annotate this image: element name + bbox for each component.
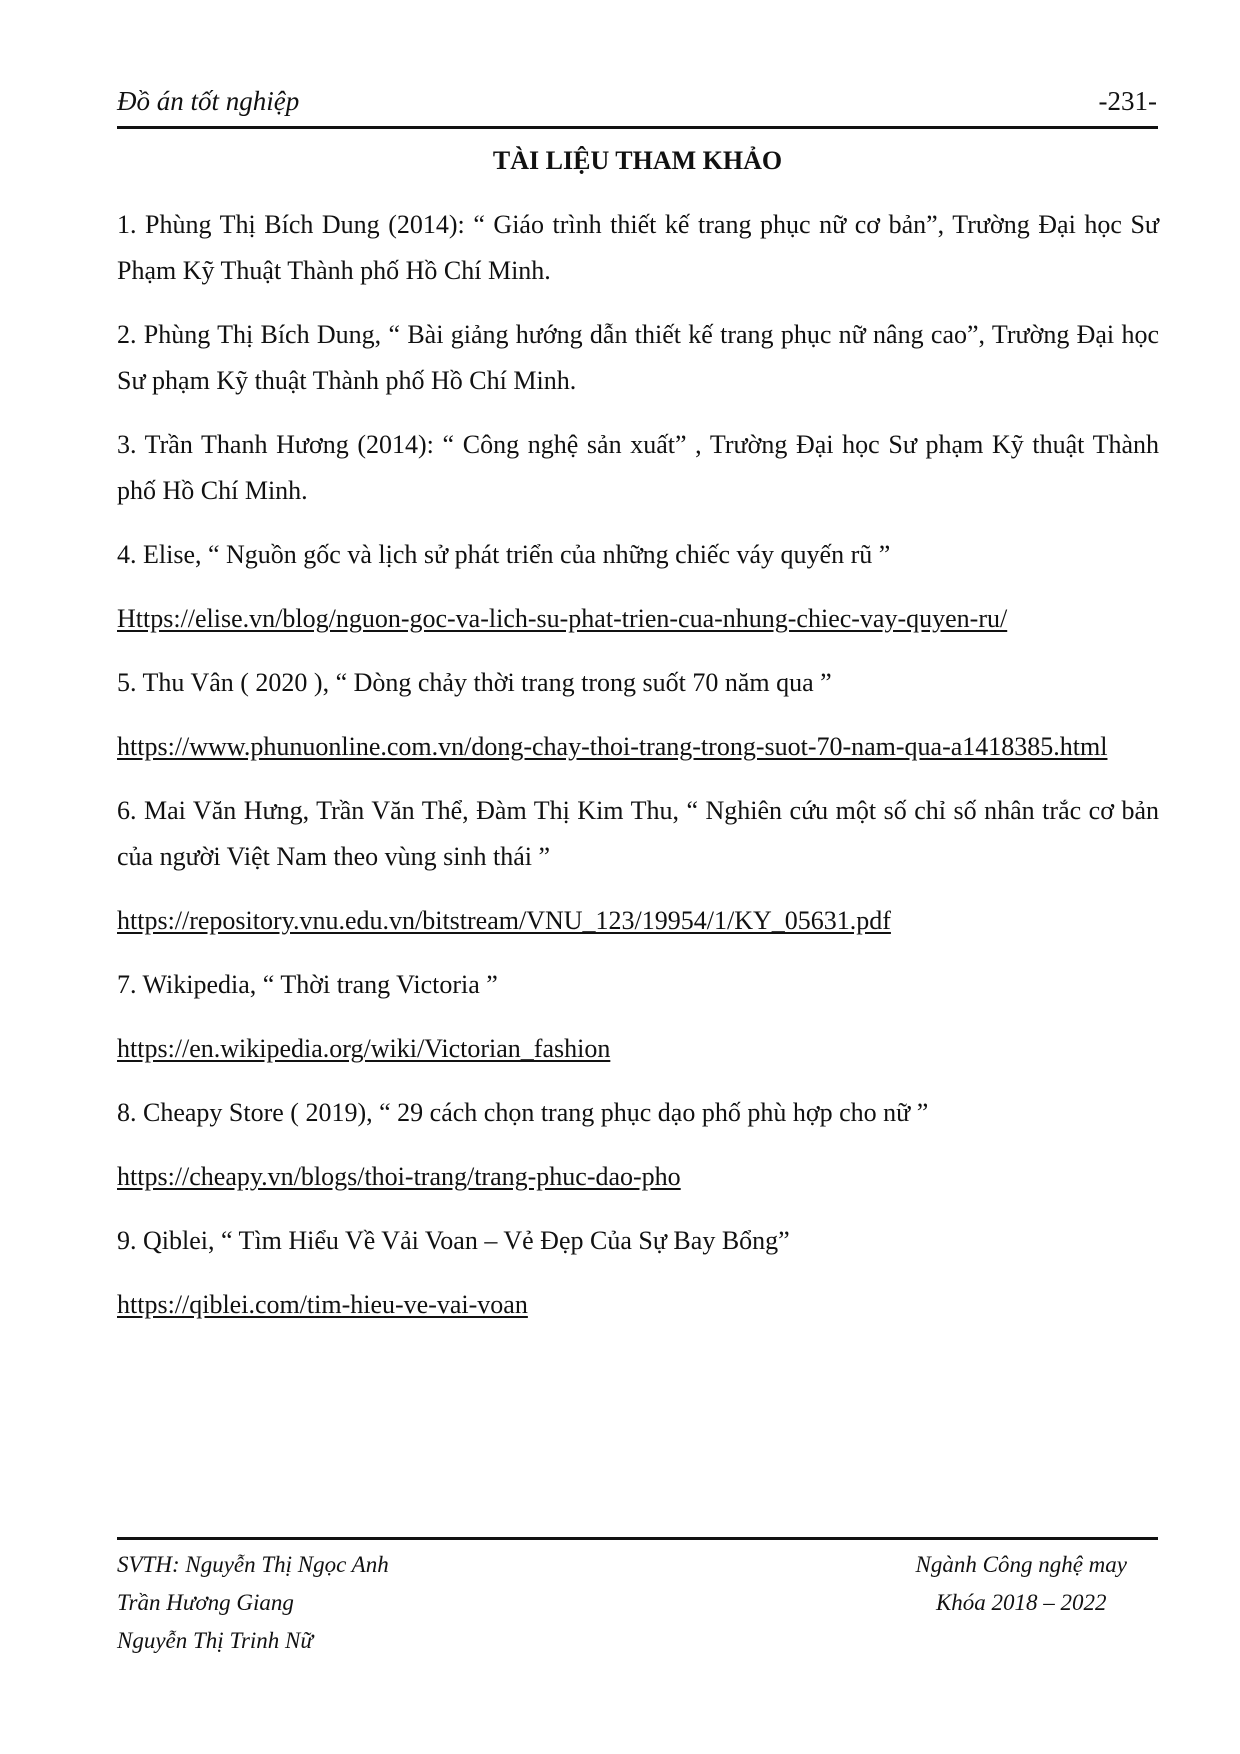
reference-link-8[interactable]: https://cheapy.vn/blogs/thoi-trang/trang-phuc-dao-pho <box>117 1162 681 1191</box>
reference-link-9[interactable]: https://qiblei.com/tim-hieu-ve-vai-voan <box>117 1290 528 1319</box>
reference-item-9: 9. Qiblei, “ Tìm Hiểu Về Vải Voan – Vẻ Đẹp Của Sự Bay Bổng” <box>117 1226 790 1255</box>
reference-link-7[interactable]: https://en.wikipedia.org/wiki/Victorian_fashion <box>117 1034 611 1063</box>
student-names <box>117 1546 389 1660</box>
reference-item-4: 4. Elise, “ Nguồn gốc và lịch sử phát triển của những chiếc váy quyến rũ ” <box>117 540 891 569</box>
reference-link-6[interactable]: https://repository.vnu.edu.vn/bitstream/VNU_123/19954/1/KY_05631.pdf <box>117 906 891 935</box>
reference-item-8: 8. Cheapy Store ( 2019), “ 29 cách chọn trang phục dạo phố phù hợp cho nữ ” <box>117 1098 929 1127</box>
document-title: Đồ án tốt nghiệp <box>117 86 300 116</box>
reference-link-4[interactable]: Https://elise.vn/blog/nguon-goc-va-lich-su-phat-trien-cua-nhung-chiec-vay-quyen-ru/ <box>117 604 1008 633</box>
student-name-1: SVTH: Nguyễn Thị Ngọc Anh <box>117 1552 389 1577</box>
page-number: -231- <box>1098 86 1157 116</box>
major-label: Ngành Công nghệ may <box>915 1552 1127 1577</box>
reference-item-3: 3. Trần Thanh Hương (2014): “ Công nghệ sản xuất” , Trường Đại học Sư phạm Kỹ thuật Thành phố Hồ Chí Minh. <box>117 430 1159 505</box>
page-header <box>117 86 1157 124</box>
reference-item-6: 6. Mai Văn Hưng, Trần Văn Thể, Đàm Thị Kim Thu, “ Nghiên cứu một số chỉ số nhân trắc cơ bản của người Việt Nam theo vùng sinh thái ” <box>117 796 1159 871</box>
course-label: Khóa 2018 – 2022 <box>935 1590 1107 1615</box>
reference-link-5[interactable]: https://www.phunuonline.com.vn/dong-chay-thoi-trang-trong-suot-70-nam-qua-a1418385.html <box>117 732 1108 761</box>
reference-item-7: 7. Wikipedia, “ Thời trang Victoria ” <box>117 970 498 999</box>
student-name-3: Nguyễn Thị Trinh Nữ <box>117 1628 313 1653</box>
reference-item-5: 5. Thu Vân ( 2020 ), “ Dòng chảy thời trang trong suốt 70 năm qua ” <box>117 668 832 697</box>
footer-divider <box>117 1537 1158 1540</box>
reference-list <box>117 202 1159 1328</box>
header-divider <box>117 126 1158 129</box>
student-name-2: Trần Hương Giang <box>117 1590 294 1615</box>
reference-item-1: 1. Phùng Thị Bích Dung (2014): “ Giáo trình thiết kế trang phục nữ cơ bản”, Trường Đại học Sư Phạm Kỹ Thuật Thành phố Hồ Chí Minh. <box>117 210 1159 285</box>
reference-item-2: 2. Phùng Thị Bích Dung, “ Bài giảng hướng dẫn thiết kế trang phục nữ nâng cao”, Trường Đại học Sư phạm Kỹ thuật Thành phố Hồ Chí Minh. <box>117 320 1159 395</box>
section-title: TÀI LIỆU THAM KHẢO <box>492 146 783 175</box>
program-info <box>916 1546 1127 1622</box>
